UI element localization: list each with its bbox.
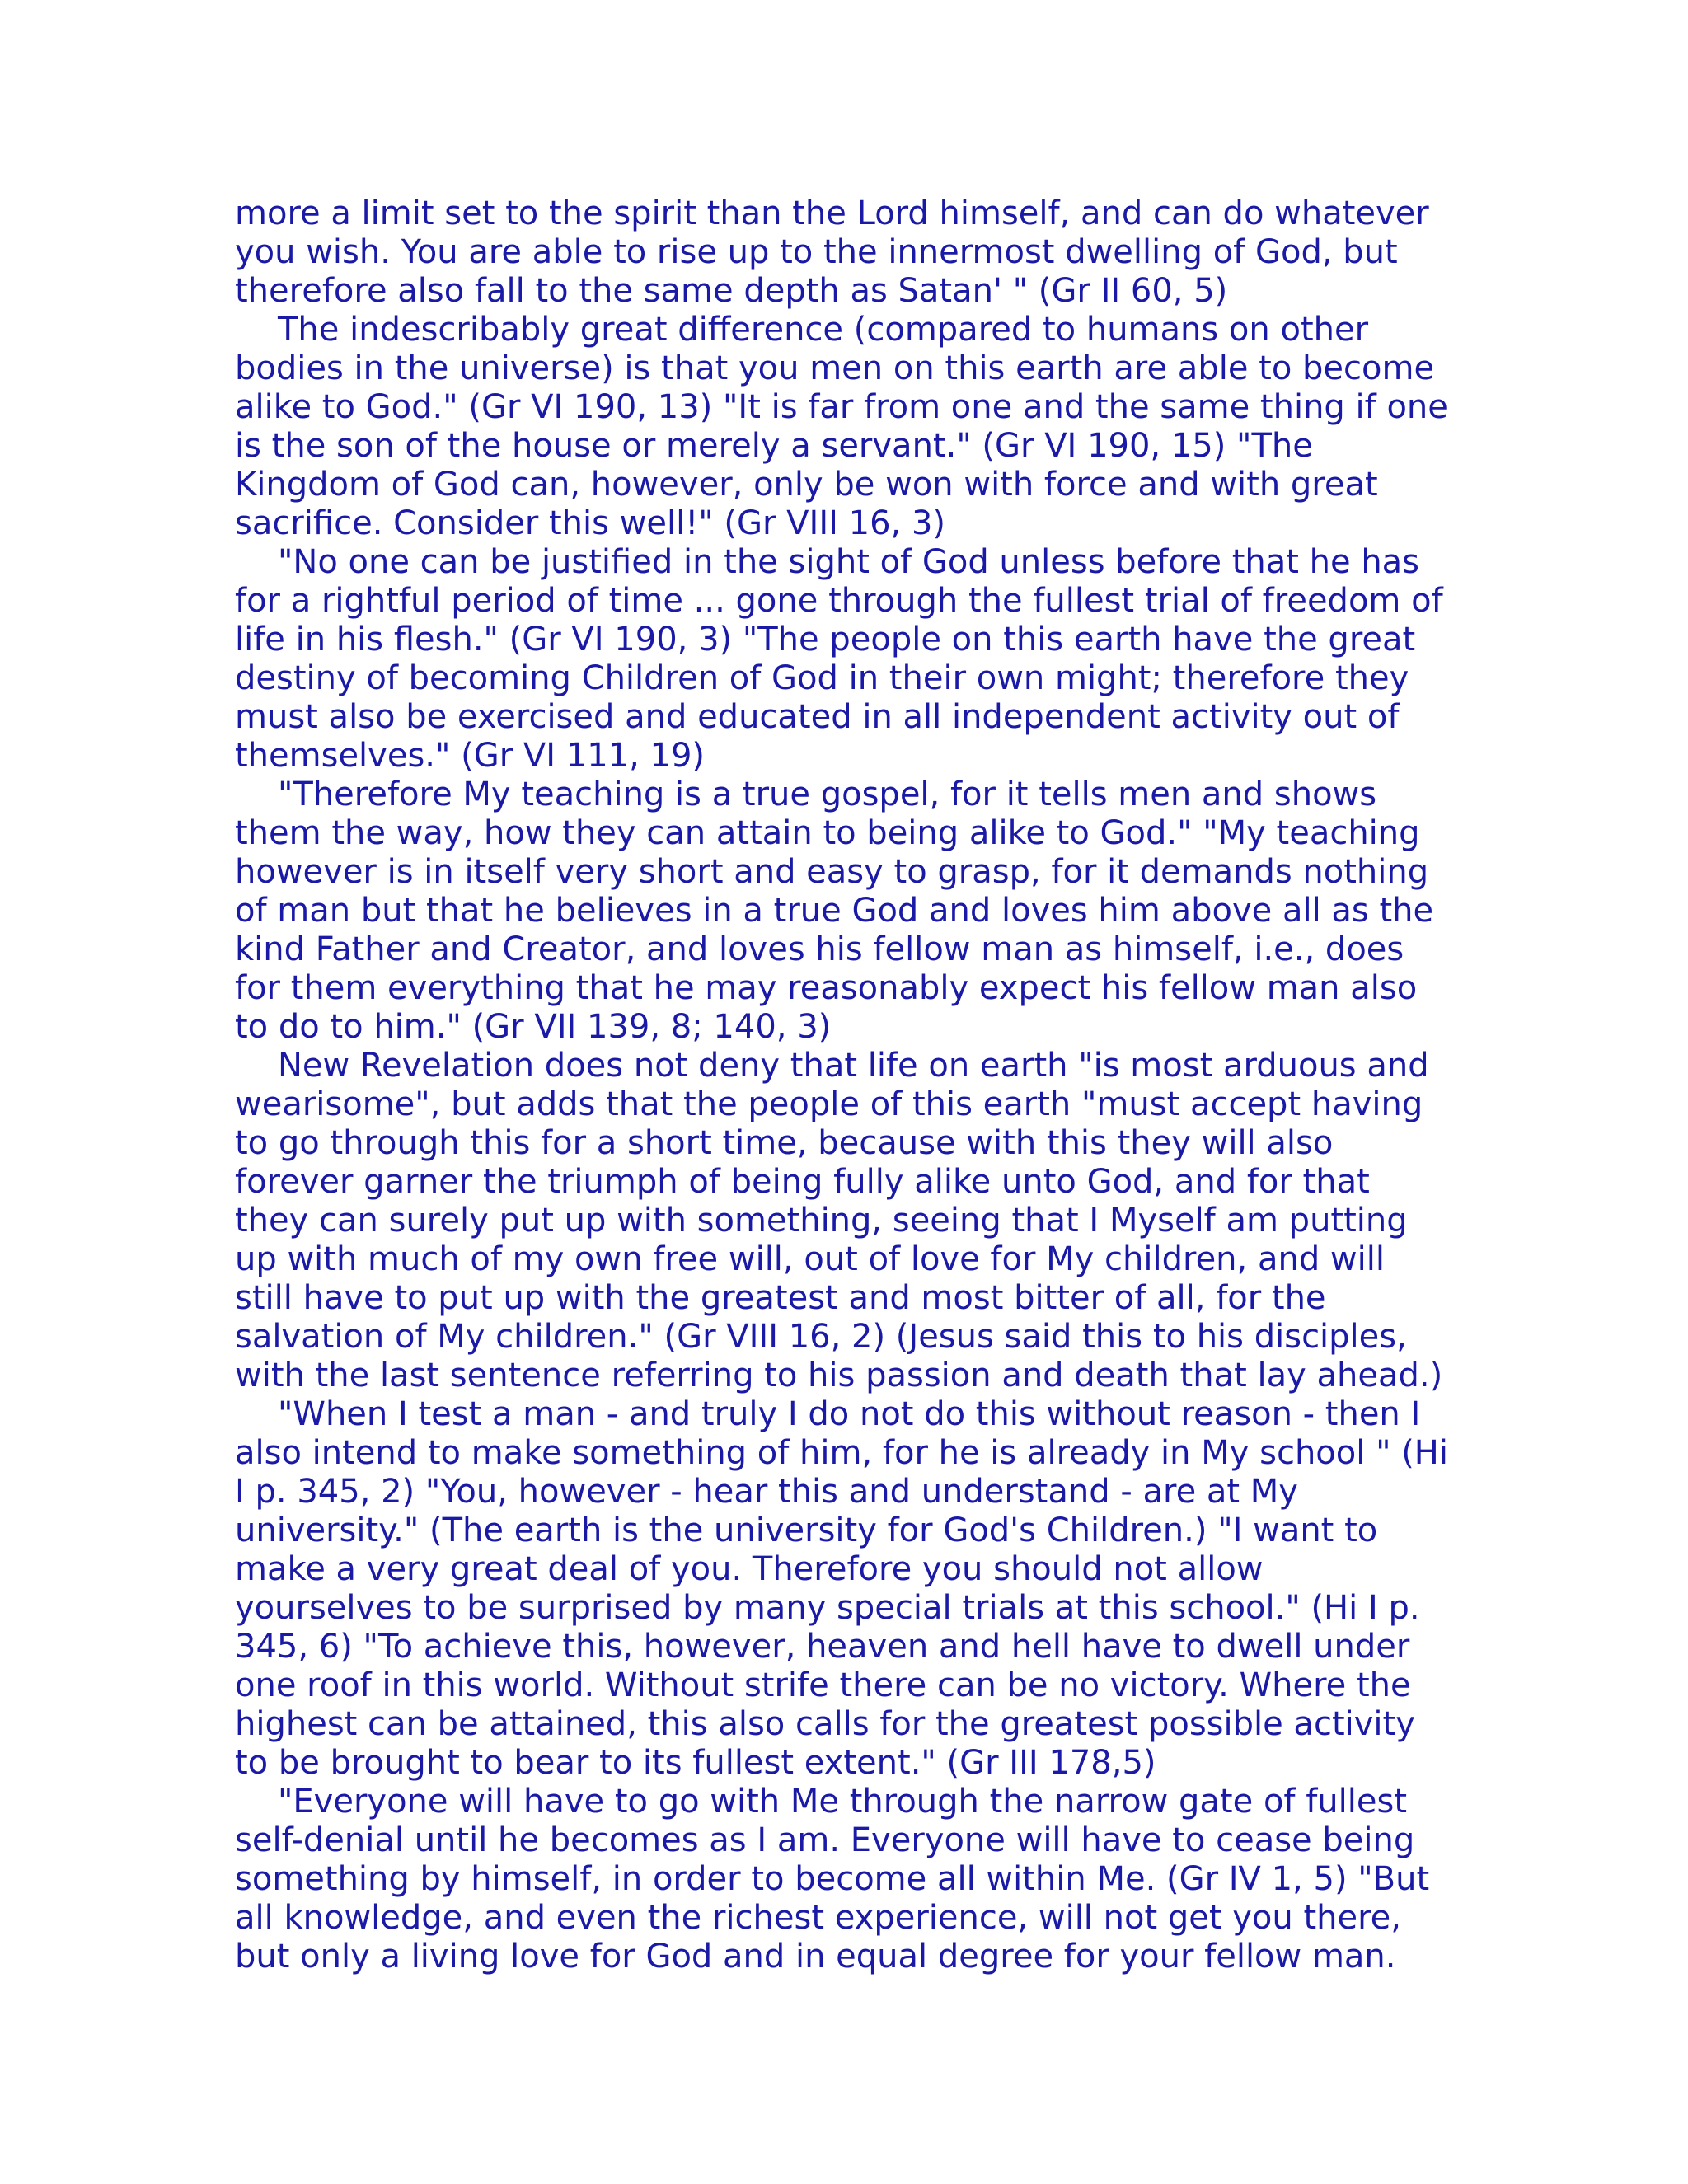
text-line: up with much of my own free will, out of love for My children, and will: [235, 1240, 1385, 1278]
text-line: one roof in this world. Without strife there can be no victory. Where the: [235, 1666, 1411, 1704]
text-line: New Revelation does not deny that life on earth "is most arduous and: [278, 1047, 1429, 1085]
text-line: with the last sentence referring to his passion and death that lay ahead.): [235, 1357, 1443, 1394]
text-line: to do to him." (Gr VII 139, 8; 140, 3): [235, 1008, 832, 1046]
text-line: to be brought to bear to its fullest extent." (Gr III 178,5): [235, 1744, 1156, 1782]
text-line: highest can be attained, this also calls for the greatest possible activity: [235, 1705, 1415, 1743]
text-line: life in his flesh." (Gr VI 190, 3) "The people on this earth have the great: [235, 621, 1416, 658]
text-line: "When I test a man - and truly I do not do this without reason - then I: [278, 1395, 1421, 1433]
text-line: wearisome", but adds that the people of this earth "must accept having: [235, 1085, 1423, 1123]
text-line: "Therefore My teaching is a true gospel, for it tells men and shows: [278, 776, 1377, 813]
text-line: forever garner the triumph of being fully alike unto God, and for that: [235, 1163, 1370, 1201]
text-line: they can surely put up with something, seeing that I Myself am putting: [235, 1202, 1408, 1240]
text-line: university." (The earth is the university for God's Children.) "I want to: [235, 1511, 1378, 1549]
text-line: bodies in the universe) is that you men on this earth are able to become: [235, 349, 1435, 387]
document-page: [235, 194, 1471, 1976]
text-line: for them everything that he may reasonably expect his fellow man also: [235, 969, 1418, 1007]
text-line: sacrifice. Consider this well!" (Gr VIII 16, 3): [235, 504, 946, 542]
text-line: must also be exercised and educated in all independent activity out of: [235, 698, 1400, 736]
text-line: kind Father and Creator, and loves his fellow man as himself, i.e., does: [235, 930, 1404, 968]
text-line: 345, 6) "To achieve this, however, heaven and hell have to dwell under: [235, 1628, 1410, 1666]
text-line: but only a living love for God and in equal degree for your fellow man.: [235, 1938, 1396, 1975]
text-line: make a very great deal of you. Therefore you should not allow: [235, 1550, 1264, 1588]
text-line: "Everyone will have to go with Me through the narrow gate of fullest: [278, 1783, 1407, 1821]
text-line: more a limit set to the spirit than the Lord himself, and can do whatever: [235, 194, 1429, 232]
text-line: destiny of becoming Children of God in their own might; therefore they: [235, 659, 1409, 697]
text-line: Kingdom of God can, however, only be won with force and with great: [235, 466, 1378, 504]
text-line: is the son of the house or merely a servant." (Gr VI 190, 15) "The: [235, 427, 1313, 465]
text-line: all knowledge, and even the richest experience, will not get you there,: [235, 1899, 1401, 1937]
text-line: to go through this for a short time, because with this they will also: [235, 1124, 1334, 1162]
text-line: something by himself, in order to become all within Me. (Gr IV 1, 5) "But: [235, 1860, 1430, 1898]
text-line: yourselves to be surprised by many special trials at this school." (Hi I p.: [235, 1589, 1420, 1627]
text-line: for a rightful period of time ... gone through the fullest trial of freedom of: [235, 582, 1443, 620]
text-line: still have to put up with the greatest and most bitter of all, for the: [235, 1279, 1326, 1317]
text-line: therefore also fall to the same depth as Satan' " (Gr II 60, 5): [235, 272, 1228, 310]
text-line: salvation of My children." (Gr VIII 16, 2) (Jesus said this to his disciples,: [235, 1318, 1407, 1356]
text-line: them the way, how they can attain to being alike to God." "My teaching: [235, 814, 1420, 852]
text-line: self-denial until he becomes as I am. Everyone will have to cease being: [235, 1821, 1415, 1859]
text-line: however is in itself very short and easy to grasp, for it demands nothing: [235, 853, 1429, 891]
text-line: alike to God." (Gr VI 190, 13) "It is far from one and the same thing if one: [235, 388, 1448, 426]
text-line: I p. 345, 2) "You, however - hear this and understand - are at My: [235, 1473, 1298, 1511]
text-line: you wish. You are able to rise up to the innermost dwelling of God, but: [235, 233, 1398, 271]
text-line: themselves." (Gr VI 111, 19): [235, 737, 706, 775]
text-line: "No one can be justified in the sight of God unless before that he has: [278, 543, 1420, 581]
text-line: also intend to make something of him, for he is already in My school " (Hi: [235, 1434, 1448, 1472]
text-line: The indescribably great difference (compared to humans on other: [278, 311, 1369, 349]
text-line: of man but that he believes in a true God and loves him above all as the: [235, 892, 1434, 930]
